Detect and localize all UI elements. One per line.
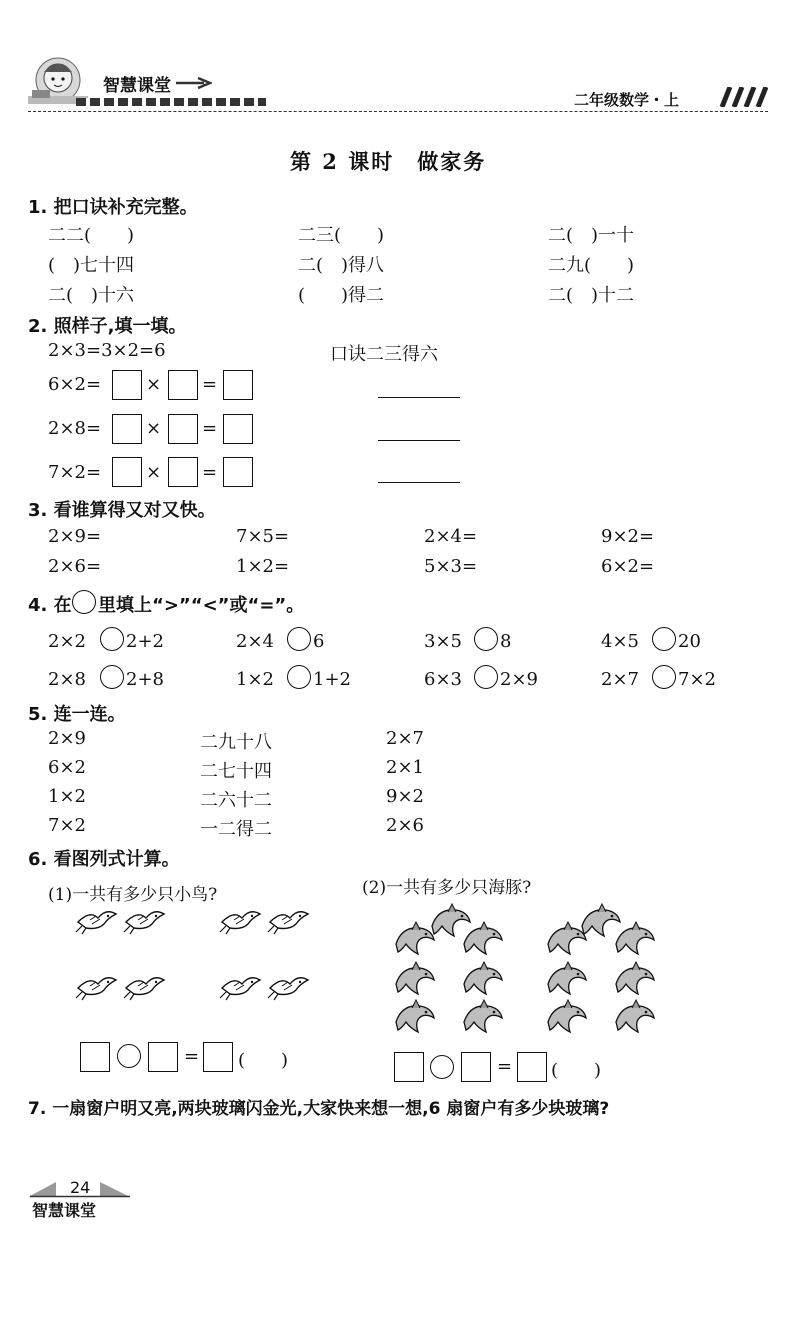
equals-sign: = xyxy=(202,462,218,483)
q1-item: 二三( ) xyxy=(298,225,385,246)
q4-right: 2×9 xyxy=(500,669,538,690)
answer-box[interactable] xyxy=(168,370,198,400)
dolphin-icon xyxy=(464,962,502,994)
dolphin-icon xyxy=(616,1000,654,1032)
rhyme-answer-line[interactable] xyxy=(378,397,460,398)
q5-right-item[interactable]: 2×1 xyxy=(386,757,424,778)
q6-label: 6. 看图列式计算。 xyxy=(28,849,180,870)
q4-right: 8 xyxy=(500,631,512,652)
bird-icon xyxy=(76,978,116,1000)
compare-circle[interactable] xyxy=(652,665,676,689)
operator-circle[interactable] xyxy=(117,1044,141,1068)
q5-left-item[interactable]: 1×2 xyxy=(48,786,86,807)
bird-icon xyxy=(124,912,164,934)
q4-label-b: 里填上“>”“<”或“=”。 xyxy=(98,595,305,616)
q1-item: ( )得二 xyxy=(298,285,385,306)
dolphin-icon xyxy=(548,962,586,994)
q2-example: 2×3=3×2=6 xyxy=(48,340,166,361)
q1-item: 二九( ) xyxy=(548,255,635,276)
arrow-icon xyxy=(176,77,212,89)
dolphin-icon xyxy=(616,922,654,954)
unit-paren[interactable]: ( ) xyxy=(238,1050,289,1071)
q1-item: 二二( ) xyxy=(48,225,135,246)
q5-middle-item[interactable]: 一二得二 xyxy=(200,819,272,840)
birds-picture xyxy=(70,900,320,1010)
q4-left: 4×5 xyxy=(601,631,639,652)
answer-box[interactable] xyxy=(168,457,198,487)
q1-item: 二( )一十 xyxy=(548,225,635,246)
q3-item: 2×4= xyxy=(424,526,478,547)
times-sign: × xyxy=(146,462,162,483)
q5-left-item[interactable]: 2×9 xyxy=(48,728,86,749)
dolphin-icon xyxy=(464,922,502,954)
q7-label: 7. 一扇窗户明又亮,两块玻璃闪金光,大家快来想一想,6 扇窗户有多少块玻璃? xyxy=(28,1099,610,1119)
q4-left: 2×7 xyxy=(601,669,639,690)
rhyme-answer-line[interactable] xyxy=(378,482,460,483)
dolphin-icon xyxy=(396,962,434,994)
q4-left: 2×2 xyxy=(48,631,86,652)
q4-right: 1+2 xyxy=(313,669,351,690)
q4-right: 2+2 xyxy=(126,631,164,652)
operator-circle[interactable] xyxy=(430,1055,454,1079)
q3-item: 7×5= xyxy=(236,526,290,547)
answer-box[interactable] xyxy=(223,370,253,400)
q3-item: 1×2= xyxy=(236,556,290,577)
compare-circle[interactable] xyxy=(474,665,498,689)
bird-icon xyxy=(268,978,308,1000)
q2-equation: 7×2= xyxy=(48,462,102,483)
q3-item: 2×6= xyxy=(48,556,102,577)
answer-box[interactable] xyxy=(112,414,142,444)
answer-box[interactable] xyxy=(203,1042,233,1072)
q4-left: 2×8 xyxy=(48,669,86,690)
compare-circle[interactable] xyxy=(652,627,676,651)
q2-equation: 6×2= xyxy=(48,374,102,395)
answer-box[interactable] xyxy=(148,1042,178,1072)
dolphin-icon xyxy=(548,1000,586,1032)
q2-label: 2. 照样子,填一填。 xyxy=(28,316,187,337)
answer-box[interactable] xyxy=(80,1042,110,1072)
bird-icon xyxy=(268,912,308,934)
equals-sign: = xyxy=(497,1056,513,1077)
q5-right-item[interactable]: 9×2 xyxy=(386,786,424,807)
q5-middle-item[interactable]: 二七十四 xyxy=(200,761,272,782)
answer-box[interactable] xyxy=(394,1052,424,1082)
dolphin-icon xyxy=(464,1000,502,1032)
q1-item: 二( )十六 xyxy=(48,285,135,306)
answer-box[interactable] xyxy=(168,414,198,444)
q4-right: 6 xyxy=(313,631,325,652)
unit-paren[interactable]: ( ) xyxy=(551,1060,602,1081)
q3-item: 9×2= xyxy=(601,526,655,547)
q5-left-item[interactable]: 6×2 xyxy=(48,757,86,778)
bird-icon xyxy=(124,978,164,1000)
dolphin-icon xyxy=(582,904,620,936)
header-checker-bar xyxy=(76,98,266,106)
q4-right: 7×2 xyxy=(678,669,716,690)
compare-circle[interactable] xyxy=(287,665,311,689)
q3-item: 2×9= xyxy=(48,526,102,547)
page-number: 24 xyxy=(70,1178,91,1197)
equals-sign: = xyxy=(202,374,218,395)
q1-label: 1. 把口诀补充完整。 xyxy=(28,197,198,218)
q5-middle-item[interactable]: 二六十二 xyxy=(200,790,272,811)
compare-circle[interactable] xyxy=(100,665,124,689)
q4-right: 2+8 xyxy=(126,669,164,690)
q5-left-item[interactable]: 7×2 xyxy=(48,815,86,836)
header-rule xyxy=(28,111,768,112)
rhyme-answer-line[interactable] xyxy=(378,440,460,441)
q4-left: 2×4 xyxy=(236,631,274,652)
answer-box[interactable] xyxy=(223,457,253,487)
bird-icon xyxy=(76,912,116,934)
bird-icon xyxy=(220,912,260,934)
q5-middle-item[interactable]: 二九十八 xyxy=(200,732,272,753)
q4-left: 6×3 xyxy=(424,669,462,690)
q2-equation: 2×8= xyxy=(48,418,102,439)
footer-brand: 智慧课堂 xyxy=(32,1201,97,1220)
q2-example-rhyme: 口诀二三得六 xyxy=(330,344,438,365)
q6-sub2: (2)一共有多少只海豚? xyxy=(362,878,532,898)
times-sign: × xyxy=(146,418,162,439)
q5-right-item[interactable]: 2×7 xyxy=(386,728,424,749)
answer-box[interactable] xyxy=(461,1052,491,1082)
dolphin-icon xyxy=(396,1000,434,1032)
answer-box[interactable] xyxy=(223,414,253,444)
times-sign: × xyxy=(146,374,162,395)
q4-left: 3×5 xyxy=(424,631,462,652)
q4-right: 20 xyxy=(678,631,701,652)
dolphins-picture xyxy=(388,898,658,1048)
compare-circle[interactable] xyxy=(100,627,124,651)
q1-item: 二( )十二 xyxy=(548,285,635,306)
dolphin-icon xyxy=(432,904,470,936)
q3-item: 5×3= xyxy=(424,556,478,577)
q1-item: ( )七十四 xyxy=(48,255,135,276)
slash-decoration-icon xyxy=(716,87,768,107)
answer-box[interactable] xyxy=(517,1052,547,1082)
q3-item: 6×2= xyxy=(601,556,655,577)
bird-icon xyxy=(220,978,260,1000)
q5-label: 5. 连一连。 xyxy=(28,704,126,725)
header-grade: 二年级数学・上 xyxy=(574,91,680,109)
compare-circle[interactable] xyxy=(287,627,311,651)
answer-box[interactable] xyxy=(112,370,142,400)
q4-left: 1×2 xyxy=(236,669,274,690)
equals-sign: = xyxy=(184,1046,200,1067)
equals-sign: = xyxy=(202,418,218,439)
q3-label: 3. 看谁算得又对又快。 xyxy=(28,500,216,521)
dolphin-icon xyxy=(548,922,586,954)
compare-circle[interactable] xyxy=(474,627,498,651)
dolphin-icon xyxy=(616,962,654,994)
page-title: 第 2 课时 做家务 xyxy=(290,149,487,174)
dolphin-icon xyxy=(396,922,434,954)
circle-icon xyxy=(72,590,96,614)
answer-box[interactable] xyxy=(112,457,142,487)
q5-right-item[interactable]: 2×6 xyxy=(386,815,424,836)
q1-item: 二( )得八 xyxy=(298,255,385,276)
q4-label-a: 4. 在 xyxy=(28,595,72,616)
header-brand: 智慧课堂 xyxy=(103,76,171,96)
q6-sub1: (1)一共有多少只小鸟? xyxy=(48,885,218,905)
